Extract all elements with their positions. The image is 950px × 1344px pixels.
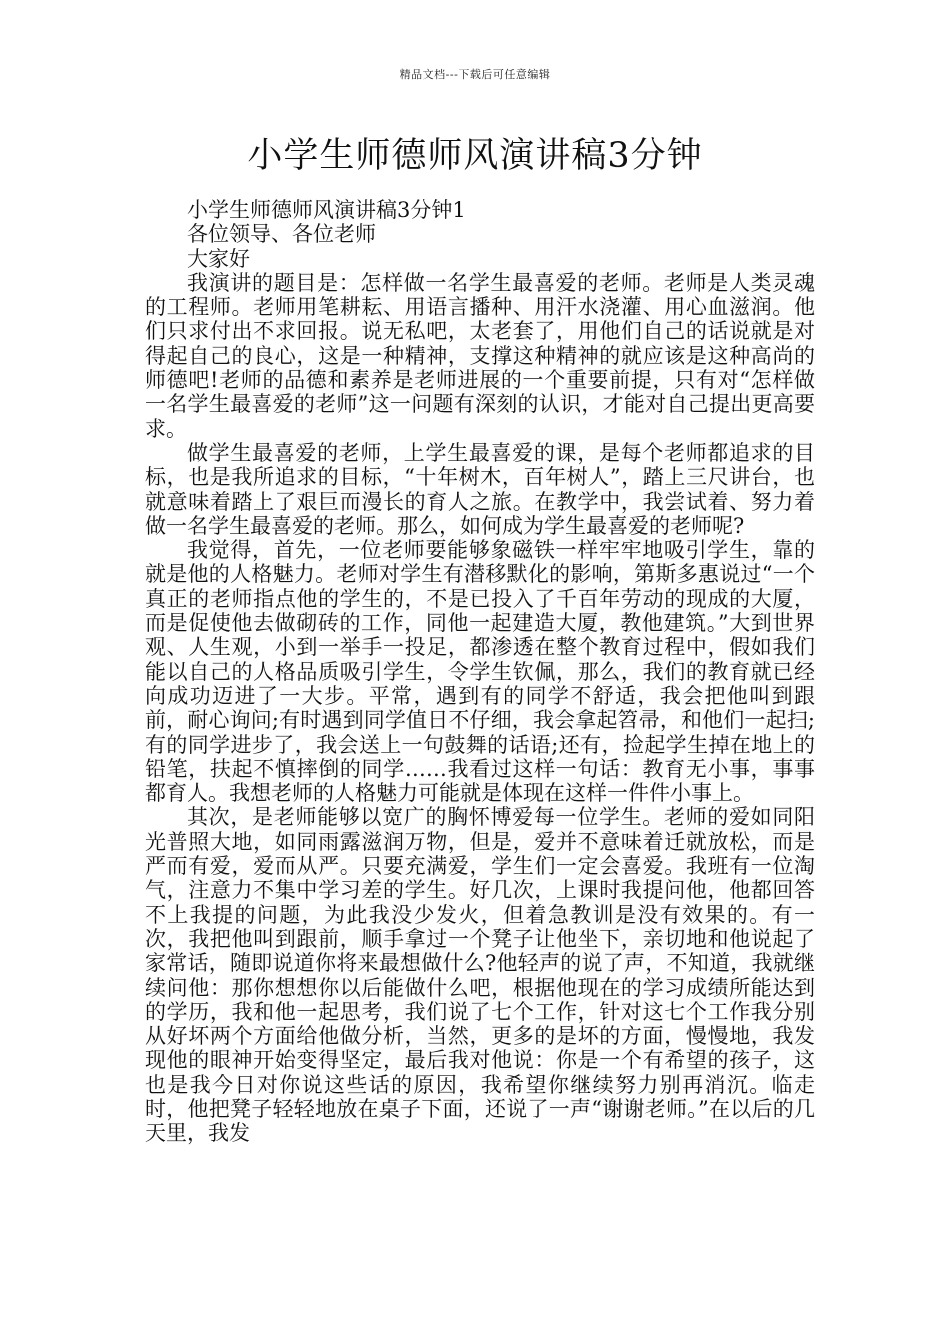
paragraph-3: 我觉得，首先，一位老师要能够象磁铁一样牢牢地吸引学生，靠的就是他的人格魅力。老师对学生有潜移默化的影响，第斯多惠说过“一个真正的老师指点他的学生的，不是已投入了千百年劳动的现成的大厦，而是促使他去做砌砖的工作，同他一起建造大厦，教他建筑。”大到世界观、人生观，小到一举手一投足，都渗透在整个教育过程中，假如我们能以自己的人格品质吸引学生，令学生钦佩，那么，我们的教育就已经向成功迈进了一大步。平常，遇到有的同学不舒适，我会把他叫到跟前，耐心询问;有时遇到同学值日不仔细，我会拿起笤帚，和他们一起扫;有的同学进步了，我会送上一句鼓舞的话语;还有，捡起学生掉在地上的铅笔，扶起不慎摔倒的同学……我看过这样一句话：教育无小事，事事都育人。我想老师的人格魅力可能就是体现在这样一件件小事上。 [145, 538, 815, 806]
header-note: 精品文档---下载后可任意编辑 [399, 68, 551, 81]
salutation-everyone: 大家好 [187, 246, 250, 271]
paragraph-1: 我演讲的题目是：怎样做一名学生最喜爱的老师。老师是人类灵魂的工程师。老师用笔耕耘、用语言播种、用汗水浇灌、用心血滋润。他们只求付出不求回报。说无私吧，太老套了，用他们自己的话说就是对得起自己的良心，这是一种精神，支撑这种精神的就应该是这种高尚的师德吧!老师的品德和素养是老师进展的一个重要前提，只有对“怎样做一名学生最喜爱的老师”这一问题有深刻的认识，才能对自己提出更高要求。 [145, 270, 815, 441]
document-title: 小学生师德师风演讲稿3分钟 [247, 136, 703, 176]
salutation-leaders: 各位领导、各位老师 [187, 222, 376, 247]
paragraph-4: 其次，是老师能够以宽广的胸怀博爱每一位学生。老师的爱如同阳光普照大地，如同雨露滋润万物，但是，爱并不意味着迁就放松，而是严而有爱，爱而从严。只要充满爱，学生们一定会喜爱。我班有一位淘气，注意力不集中学习差的学生。好几次，上课时我提问他，他都回答不上我提的问题，为此我没少发火，但着急教训是没有效果的。有一次，我把他叫到跟前，顺手拿过一个凳子让他坐下，亲切地和他说起了家常话，随即说道你将来最想做什么?他轻声的说了声，不知道，我就继续问他：那你想想你以后能做什么吧，根据他现在的学习成绩所能达到的学历，我和他一起思考，我们说了七个工作，针对这七个工作我分别从好坏两个方面给他做分析，当然，更多的是坏的方面，慢慢地，我发现他的眼神开始变得坚定，最后我对他说：你是一个有希望的孩子，这也是我今日对你说这些话的原因，我希望你继续努力别再消沉。临走时，他把凳子轻轻地放在桌子下面，还说了一声“谢谢老师。”在以后的几天里，我发 [145, 805, 815, 1146]
paragraph-2: 做学生最喜爱的老师，上学生最喜爱的课，是每个老师都追求的目标，也是我所追求的目标，“十年树木，百年树人”，踏上三尺讲台，也就意味着踏上了艰巨而漫长的育人之旅。在教学中，我尝试着、努力着做一名学生最喜爱的老师。那么，如何成为学生最喜爱的老师呢? [145, 440, 815, 538]
document-subtitle: 小学生师德师风演讲稿3分钟1 [187, 198, 466, 222]
document-body [145, 198, 815, 1146]
